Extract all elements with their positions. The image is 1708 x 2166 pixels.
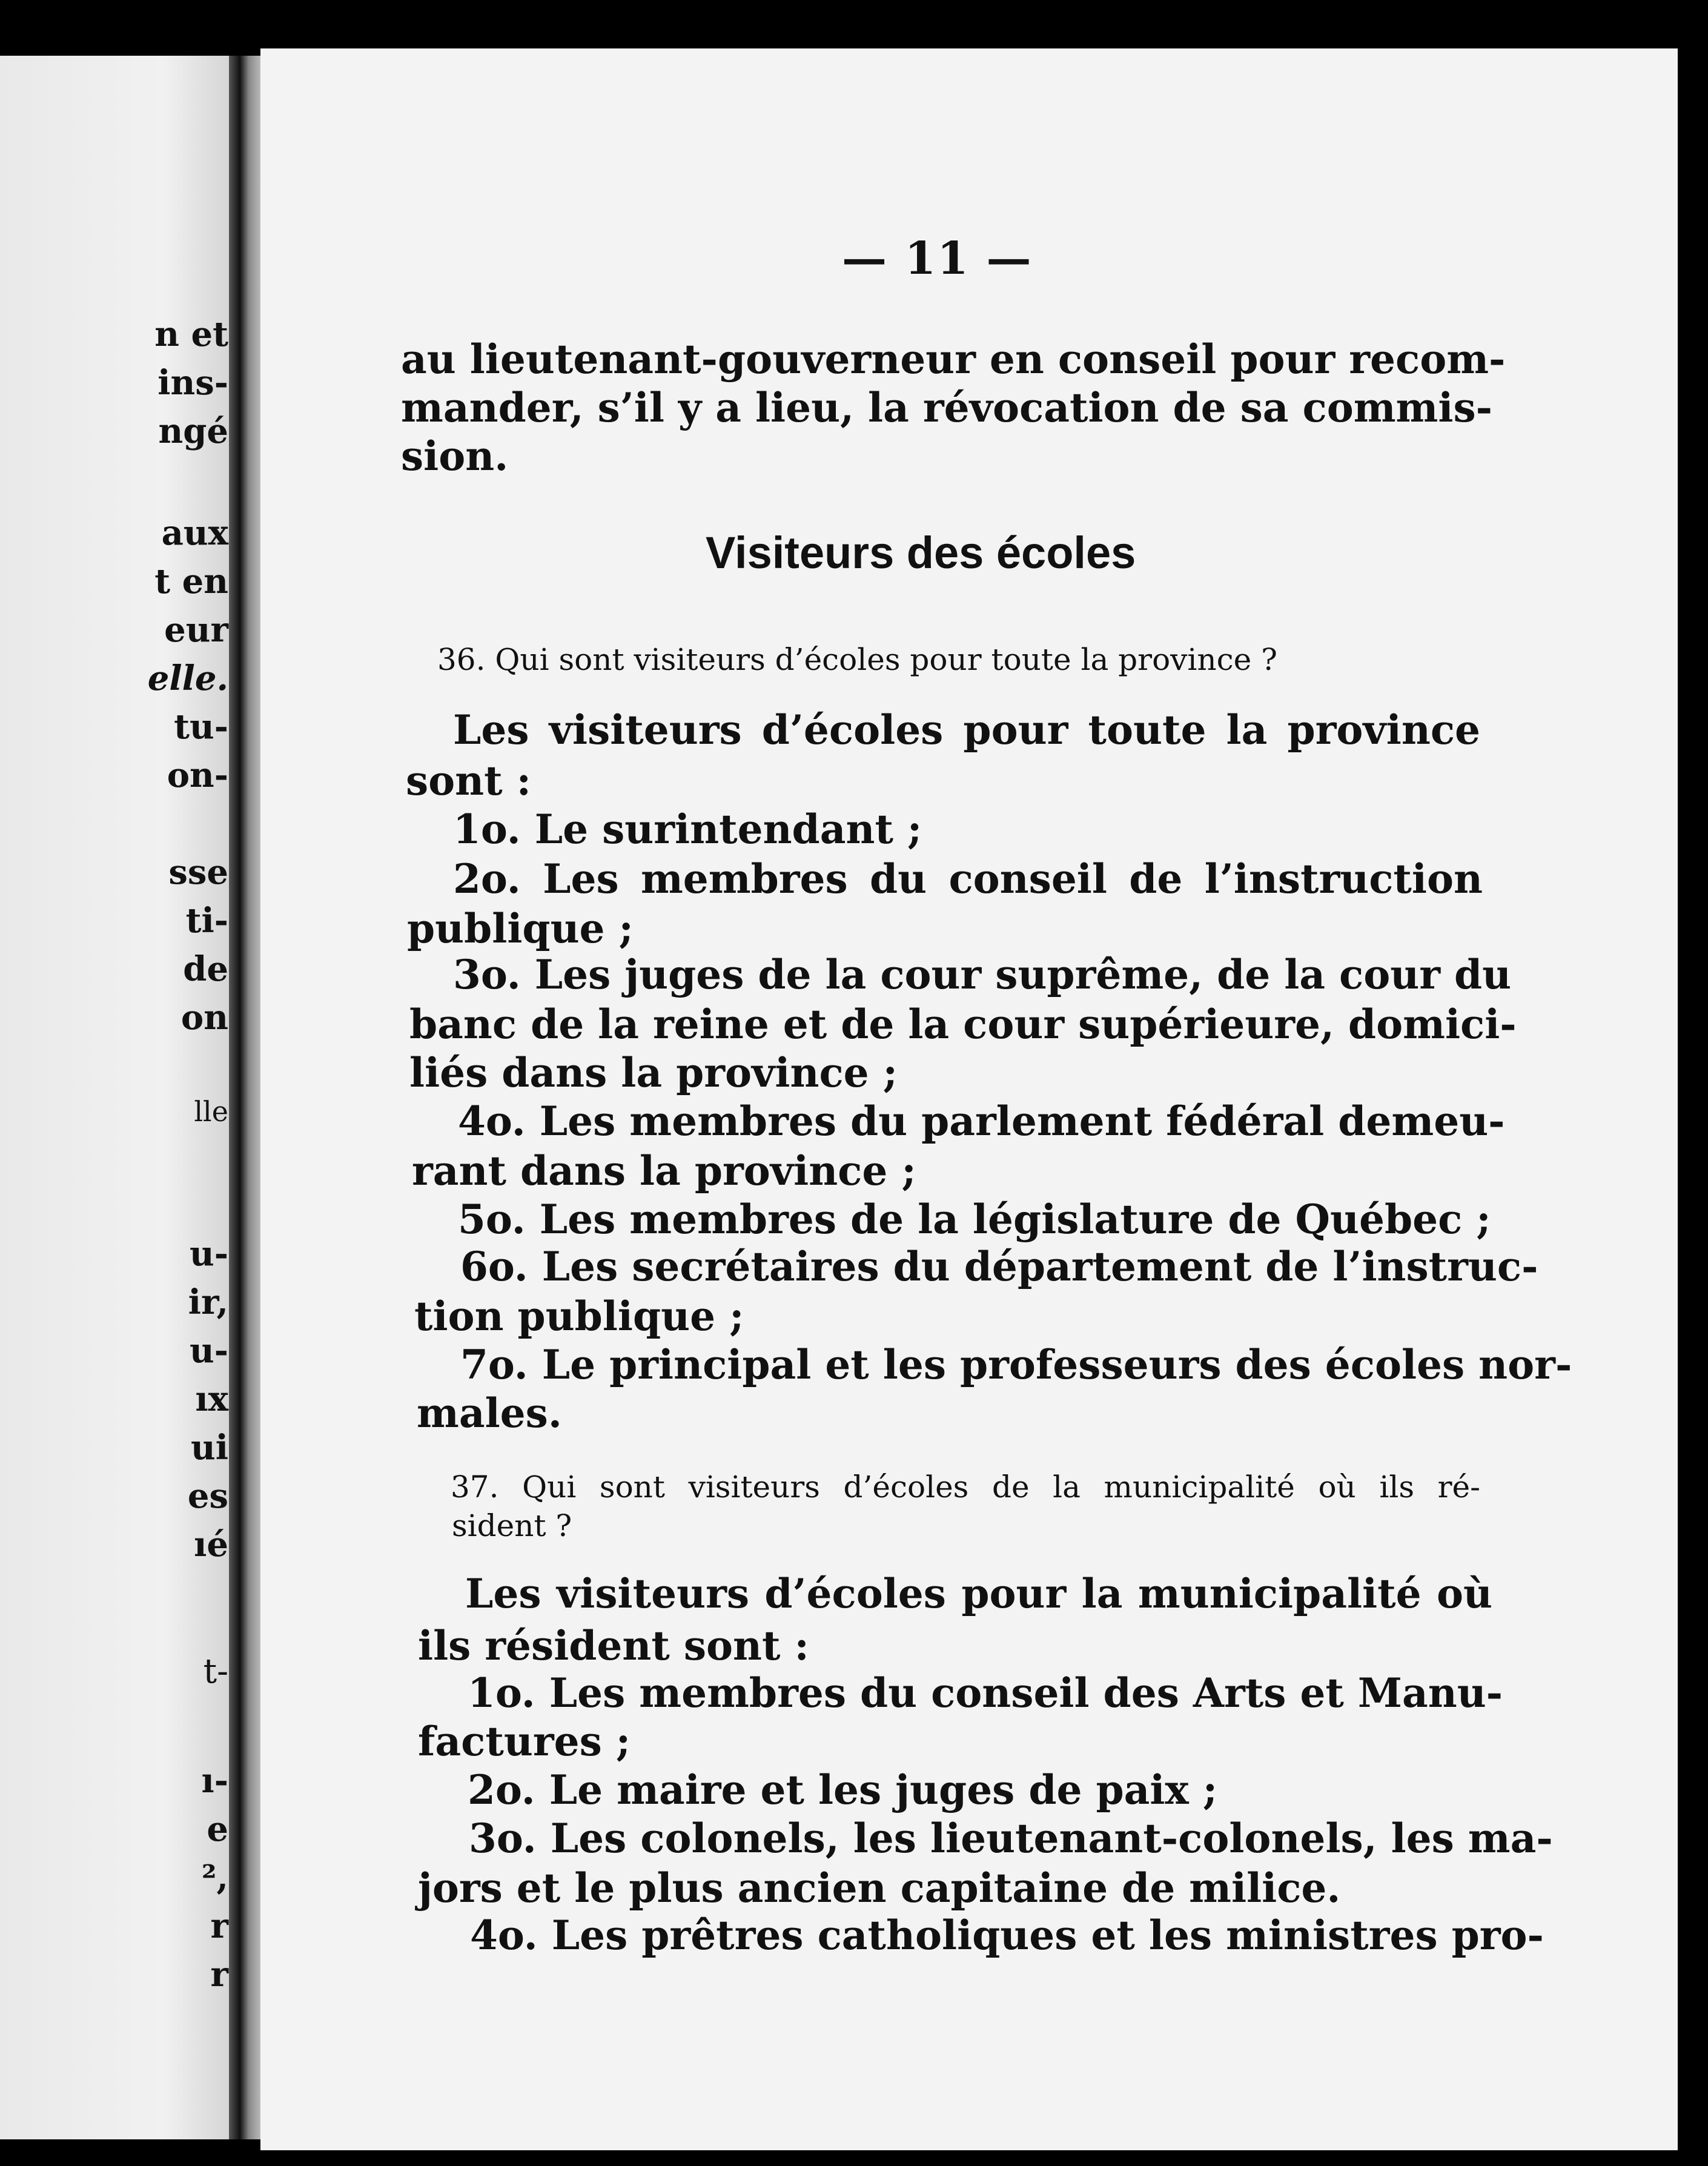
list-item: 2o. Le maire et les juges de paix ; bbox=[468, 1766, 1218, 1813]
list-item: 4o. Les membres du parlement fédéral demeu- bbox=[458, 1098, 1505, 1145]
question-37-cont: sident ? bbox=[452, 1508, 572, 1543]
left-fragment: lle bbox=[194, 1095, 228, 1128]
list-item-cont: factures ; bbox=[418, 1718, 631, 1765]
left-fragment: ins- bbox=[157, 363, 228, 403]
intro-line: mander, s’il y a lieu, la révocation de sa commis- bbox=[401, 384, 1493, 431]
left-fragment: aux bbox=[161, 513, 228, 553]
left-fragment: ir, bbox=[188, 1282, 228, 1322]
list-item-cont: publique ; bbox=[407, 905, 634, 952]
list-item-cont: liés dans la province ; bbox=[409, 1049, 898, 1096]
left-fragment: ti- bbox=[185, 901, 228, 941]
list-item-cont: banc de la reine et de la cour supérieure, domici- bbox=[409, 1001, 1517, 1048]
left-fragment: ngé bbox=[158, 411, 228, 451]
left-fragment: ², bbox=[201, 1858, 228, 1898]
list-item: 3o. Les juges de la cour suprême, de la cour du bbox=[453, 951, 1512, 998]
intro-line: sion. bbox=[401, 432, 509, 480]
page-number: — 11 — bbox=[842, 233, 1033, 285]
left-fragment: u- bbox=[190, 1234, 228, 1274]
list-item-cont: tion publique ; bbox=[414, 1293, 744, 1340]
list-item-cont: jors et le plus ancien capitaine de milice. bbox=[418, 1864, 1341, 1912]
left-page-edge bbox=[0, 56, 233, 2139]
left-fragment: t- bbox=[203, 1652, 228, 1691]
left-fragment: ıé bbox=[194, 1525, 228, 1565]
answer-line: sont : bbox=[406, 757, 531, 804]
left-fragment: on bbox=[180, 998, 228, 1038]
answer-line: Les visiteurs d’écoles pour la municipalité où bbox=[465, 1570, 1492, 1617]
answer-line: ils résident sont : bbox=[418, 1622, 809, 1669]
left-fragment: es bbox=[187, 1476, 228, 1516]
left-fragment: eur bbox=[164, 610, 228, 650]
question-36: 36. Qui sont visiteurs d’écoles pour toute la province ? bbox=[437, 642, 1277, 677]
list-item-cont: rant dans la province ; bbox=[412, 1147, 916, 1194]
left-fragment: ui bbox=[191, 1428, 228, 1468]
list-item: 4o. Les prêtres catholiques et les ministres pro- bbox=[470, 1912, 1544, 1959]
left-fragment: elle. bbox=[147, 658, 228, 698]
left-fragment: de bbox=[183, 949, 228, 989]
left-fragment: ıx bbox=[195, 1379, 228, 1419]
question-37: 37. Qui sont visiteurs d’écoles de la municipalité où ils ré- bbox=[451, 1469, 1480, 1505]
left-fragment: u- bbox=[190, 1331, 228, 1371]
list-item: 1o. Les membres du conseil des Arts et Manu- bbox=[468, 1669, 1503, 1717]
answer-line: Les visiteurs d’écoles pour toute la province bbox=[453, 706, 1480, 753]
left-fragment: t en bbox=[154, 561, 228, 601]
list-item: 5o. Les membres de la législature de Québec ; bbox=[458, 1196, 1491, 1243]
left-fragment: tu- bbox=[174, 707, 228, 747]
left-fragment: n et bbox=[154, 314, 228, 354]
list-item: 2o. Les membres du conseil de l’instruction bbox=[453, 855, 1483, 903]
left-fragment: r bbox=[210, 1906, 228, 1946]
left-fragment: on- bbox=[167, 755, 228, 795]
list-item: 6o. Les secrétaires du département de l’instruc- bbox=[460, 1243, 1538, 1290]
intro-line: au lieutenant-gouverneur en conseil pour recom- bbox=[401, 336, 1506, 383]
list-item: 3o. Les colonels, les lieutenant-colonels, les ma- bbox=[469, 1815, 1553, 1862]
left-fragment: ı- bbox=[201, 1761, 228, 1801]
section-title: Visiteurs des écoles bbox=[706, 528, 1136, 578]
left-fragment: e bbox=[207, 1809, 228, 1849]
list-item-cont: males. bbox=[417, 1389, 562, 1437]
book-gutter bbox=[229, 56, 265, 2139]
list-item: 1o. Le surintendant ; bbox=[453, 806, 922, 853]
list-item: 7o. Le principal et les professeurs des écoles nor- bbox=[460, 1341, 1572, 1388]
left-fragment: r bbox=[210, 1955, 228, 1995]
left-fragment: sse bbox=[168, 852, 228, 892]
